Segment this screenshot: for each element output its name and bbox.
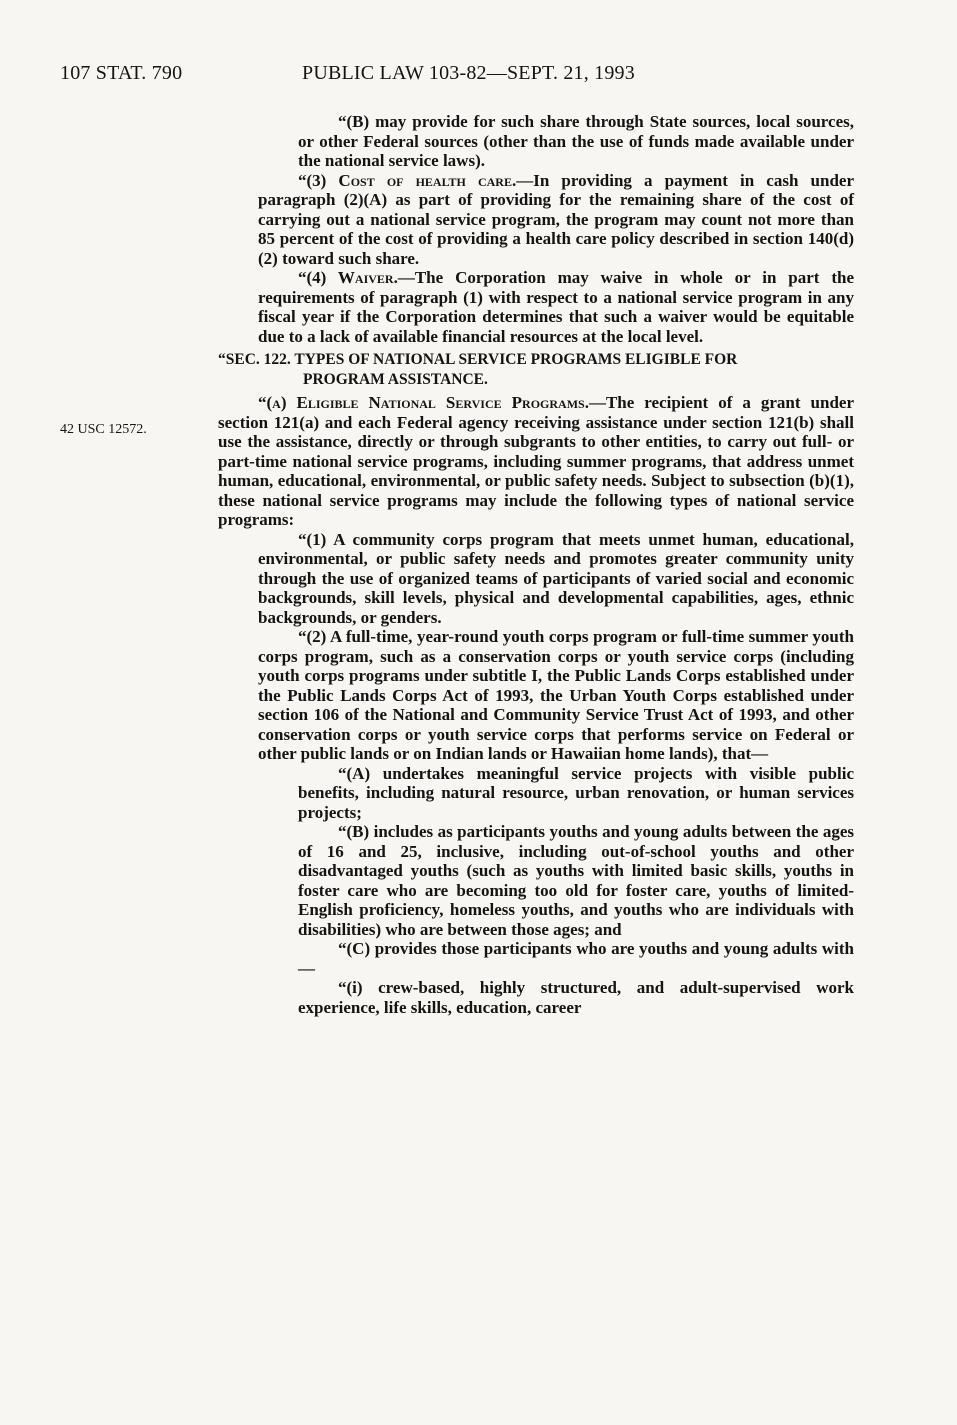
subparagraph-C: “(C) provides those participants who are youths and young adults with— bbox=[298, 939, 854, 978]
margin-citation: 42 USC 12572. bbox=[60, 422, 147, 437]
subsection-a-text: —The recipient of a grant under section 121(a) and each Federal agency receiving assistance under section 121(b) shall use the assistance, directly or through subgrants to other entities, to carry out full- or part-time national service programs, including summer programs, that address unmet human, educational, environmental, or public safety needs. Subject to subsection (b)(1), these national service programs may include the following types of national service programs: bbox=[218, 393, 854, 529]
paragraph-4-waiver bbox=[218, 268, 854, 346]
paragraph-4-heading: “(4) Waiver. bbox=[298, 268, 398, 287]
section-heading-line1: “SEC. 122. TYPES OF NATIONAL SERVICE PROGRAMS ELIGIBLE FOR bbox=[218, 351, 738, 368]
document-body bbox=[218, 112, 854, 1017]
paragraph-3-health-care bbox=[218, 171, 854, 269]
page-header-stat: 107 STAT. 790 bbox=[60, 62, 183, 84]
paragraph-b-sources: “(B) may provide for such share through State sources, local sources, or other Federal sources (other than the use of funds made available under the national service laws). bbox=[298, 112, 854, 170]
clause-i: “(i) crew-based, highly structured, and adult-supervised work experience, life skills, education, career bbox=[298, 978, 854, 1017]
paragraph-3-text: —In providing a payment in cash under paragraph (2)(A) as part of providing for the remaining share of the cost of carrying out a national service program, the program may count not more than 85 percent of the cost of providing a health care policy described in section 140(d)(2) toward such share. bbox=[258, 170, 854, 268]
subparagraph-A: “(A) undertakes meaningful service projects with visible public benefits, including natural resource, urban renovation, or human services projects; bbox=[298, 763, 854, 822]
section-heading-line2: PROGRAM ASSISTANCE. bbox=[303, 370, 488, 388]
paragraph-4-text: —The Corporation may waive in whole or in part the requirements of paragraph (1) with respect to a national service program in any fiscal year if the Corporation determines that such a waiver would be equitable due to a lack of available financial resources at the local level. bbox=[258, 268, 855, 346]
paragraph-3-heading: “(3) Cost of health care. bbox=[298, 170, 517, 190]
subsection-a-heading: “(a) Eligible National Service Programs. bbox=[258, 393, 589, 412]
subparagraph-B: “(B) includes as participants youths and young adults between the ages of 16 and 25, inclusive, including out-of-school youths and other disadvantaged youths (such as youths with limited basic skills, youths in foster care who are becoming too old for foster care, youths of limited-English proficiency, homeless youths, and youths who are individuals with disabilities) who are between those ages; and bbox=[298, 822, 854, 939]
section-heading bbox=[218, 350, 854, 389]
page-header-title: PUBLIC LAW 103-82—SEPT. 21, 1993 bbox=[302, 62, 635, 84]
paragraph-a1-community-corps: “(1) A community corps program that meets unmet human, educational, environmental, or public safety needs and promotes greater community unity through the use of organized teams of participants of varied social and economic backgrounds, skill levels, physical and developmental capabilities, ages, ethnic backgrounds, or genders. bbox=[258, 529, 854, 627]
subsection-a bbox=[218, 393, 854, 530]
paragraph-a2-youth-corps: “(2) A full-time, year-round youth corps program or full-time summer youth corps program, such as a conservation corps or youth service corps (including youth corps programs under subtitle I, the Public Lands Corps established under the Public Lands Corps Act of 1993, the Urban Youth Corps established under section 106 of the National and Community Service Trust Act of 1993, and other conservation corps or youth service corps that performs service on Federal or other public lands or on Indian lands or Hawaiian home lands), that— bbox=[258, 627, 854, 763]
